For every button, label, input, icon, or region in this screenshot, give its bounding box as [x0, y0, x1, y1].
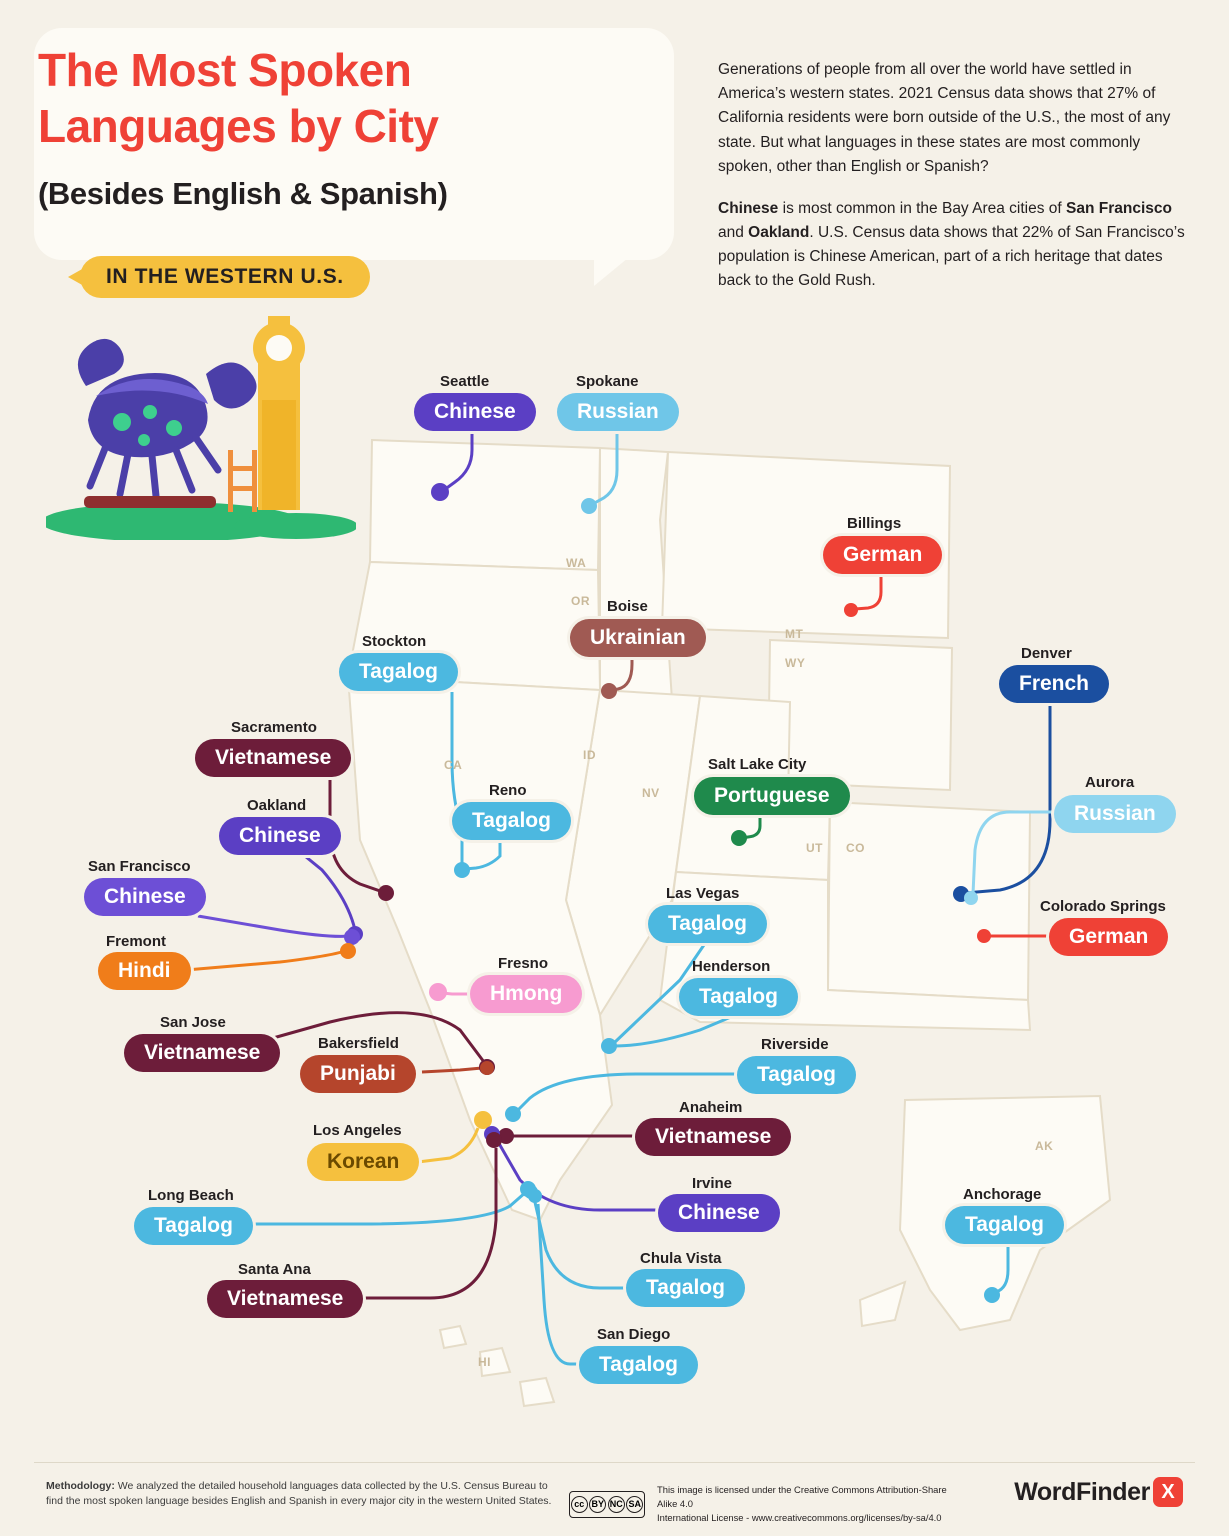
language-pill-reno[interactable]: Tagalog: [452, 802, 571, 840]
language-pill-san-diego[interactable]: Tagalog: [579, 1346, 698, 1384]
language-pill-fresno[interactable]: Hmong: [470, 975, 582, 1013]
title-line-1: The Most Spoken: [38, 44, 412, 96]
city-label-los-angeles: Los Angeles: [313, 1122, 402, 1139]
intro-bold-sf: San Francisco: [1066, 199, 1173, 217]
city-label-bakersfield: Bakersfield: [318, 1035, 399, 1052]
city-label-spokane: Spokane: [576, 373, 639, 390]
language-pill-sacramento[interactable]: Vietnamese: [195, 739, 351, 777]
language-pill-anaheim[interactable]: Vietnamese: [635, 1118, 791, 1156]
state-label-ak: AK: [1035, 1139, 1054, 1153]
brand-mark-icon: X: [1153, 1477, 1183, 1507]
language-pill-stockton[interactable]: Tagalog: [339, 653, 458, 691]
city-label-las-vegas: Las Vegas: [666, 885, 740, 902]
cc-by-icon: BY: [589, 1496, 606, 1513]
page-subtitle: (Besides English & Spanish): [38, 176, 448, 211]
language-pill-chula-vista[interactable]: Tagalog: [626, 1269, 745, 1307]
language-pill-irvine[interactable]: Chinese: [658, 1194, 780, 1232]
methodology-text: We analyzed the detailed household languages data collected by the U.S. Census Bureau to find the most spoken language besides English and Spanish in every major city in the western United States.: [46, 1480, 552, 1508]
state-label-wa: WA: [566, 556, 587, 570]
city-label-long-beach: Long Beach: [148, 1187, 234, 1204]
language-pill-aurora[interactable]: Russian: [1054, 795, 1176, 833]
city-label-riverside: Riverside: [761, 1036, 829, 1053]
creative-commons-block: [569, 1483, 957, 1525]
language-pill-las-vegas[interactable]: Tagalog: [648, 905, 767, 943]
language-pill-seattle[interactable]: Chinese: [414, 393, 536, 431]
state-label-hi: HI: [478, 1355, 491, 1369]
language-pill-oakland[interactable]: Chinese: [219, 817, 341, 855]
language-pill-bakersfield[interactable]: Punjabi: [300, 1055, 416, 1093]
city-label-aurora: Aurora: [1085, 774, 1135, 791]
state-label-wy: WY: [785, 656, 806, 670]
language-pill-colorado-springs[interactable]: German: [1049, 918, 1168, 956]
city-label-anchorage: Anchorage: [963, 1186, 1042, 1203]
state-label-nv: NV: [642, 786, 660, 800]
language-pill-san-francisco[interactable]: Chinese: [84, 878, 206, 916]
intro-text-d: and: [718, 224, 749, 242]
methodology-label: Methodology:: [46, 1480, 115, 1492]
title-line-2: Languages by City: [38, 100, 439, 153]
region-ribbon-label: IN THE WESTERN U.S.: [106, 265, 344, 288]
language-pill-santa-ana[interactable]: Vietnamese: [207, 1280, 363, 1318]
language-pill-los-angeles[interactable]: Korean: [307, 1143, 419, 1181]
license-text: [657, 1483, 957, 1525]
language-pill-boise[interactable]: Ukrainian: [570, 619, 706, 657]
cc-nc-icon: NC: [608, 1496, 625, 1513]
methodology-note: [46, 1479, 566, 1509]
language-pill-anchorage[interactable]: Tagalog: [945, 1206, 1064, 1244]
intro-paragraph-1: Generations of people from all over the world have settled in America’s western states. 2021 Census data shows that 27% of California residents were born outside of the U.S., the most of any state. But what languages in these states are most commonly spoken, other than English or Spanish?: [718, 61, 1171, 175]
language-pill-riverside[interactable]: Tagalog: [737, 1056, 856, 1094]
language-pill-henderson[interactable]: Tagalog: [679, 978, 798, 1016]
language-pill-spokane[interactable]: Russian: [557, 393, 679, 431]
language-pill-long-beach[interactable]: Tagalog: [134, 1207, 253, 1245]
state-label-ca: CA: [444, 758, 463, 772]
brand-logo: [1014, 1477, 1183, 1507]
creative-commons-icon: [569, 1491, 645, 1518]
cc-sa-icon: SA: [626, 1496, 643, 1513]
city-label-santa-ana: Santa Ana: [238, 1261, 311, 1278]
language-pill-denver[interactable]: French: [999, 665, 1109, 703]
city-label-sacramento: Sacramento: [231, 719, 317, 736]
city-label-fresno: Fresno: [498, 955, 549, 972]
city-label-stockton: Stockton: [362, 633, 427, 650]
language-pill-fremont[interactable]: Hindi: [98, 952, 191, 990]
intro-bold-chinese: Chinese: [718, 199, 779, 217]
city-label-boise: Boise: [607, 598, 648, 615]
intro-text-f: . U.S. Census data shows that 22% of San Francisco’s population is Chinese American, part of a rich heritage that dates back to the Gold Rush.: [718, 224, 1185, 290]
city-label-colorado-springs: Colorado Springs: [1040, 898, 1166, 915]
city-label-henderson: Henderson: [692, 958, 771, 975]
brand-name: WordFinder: [1014, 1477, 1150, 1506]
language-pill-salt-lake-city[interactable]: Portuguese: [694, 777, 850, 815]
footer: [34, 1462, 1195, 1522]
city-label-seattle: Seattle: [440, 373, 490, 390]
city-label-chula-vista: Chula Vista: [640, 1250, 722, 1267]
city-label-billings: Billings: [847, 515, 902, 532]
license-line-2: International License - www.creativecommons.org/licenses/by-sa/4.0: [657, 1512, 942, 1524]
state-label-mt: MT: [785, 627, 804, 641]
city-label-irvine: Irvine: [692, 1175, 733, 1192]
city-label-fremont: Fremont: [106, 933, 166, 950]
state-label-or: OR: [571, 594, 590, 608]
city-label-san-jose: San Jose: [160, 1014, 226, 1031]
state-label-id: ID: [583, 748, 596, 762]
state-label-co: CO: [846, 841, 865, 855]
license-line-1: This image is licensed under the Creative Commons Attribution-Share Alike 4.0: [657, 1484, 947, 1510]
city-label-anaheim: Anaheim: [679, 1099, 743, 1116]
language-pill-billings[interactable]: German: [823, 536, 942, 574]
state-label-ut: UT: [806, 841, 823, 855]
city-label-salt-lake-city: Salt Lake City: [708, 756, 807, 773]
cc-circle-icon: cc: [571, 1496, 588, 1513]
city-label-oakland: Oakland: [247, 797, 307, 814]
city-label-denver: Denver: [1021, 645, 1072, 662]
intro-bold-oakland: Oakland: [748, 224, 810, 242]
city-label-san-francisco: San Francisco: [88, 858, 191, 875]
intro-text-b: is most common in the Bay Area cities of: [778, 199, 1067, 217]
city-label-san-diego: San Diego: [597, 1326, 671, 1343]
city-label-reno: Reno: [489, 782, 527, 799]
language-pill-san-jose[interactable]: Vietnamese: [124, 1034, 280, 1072]
